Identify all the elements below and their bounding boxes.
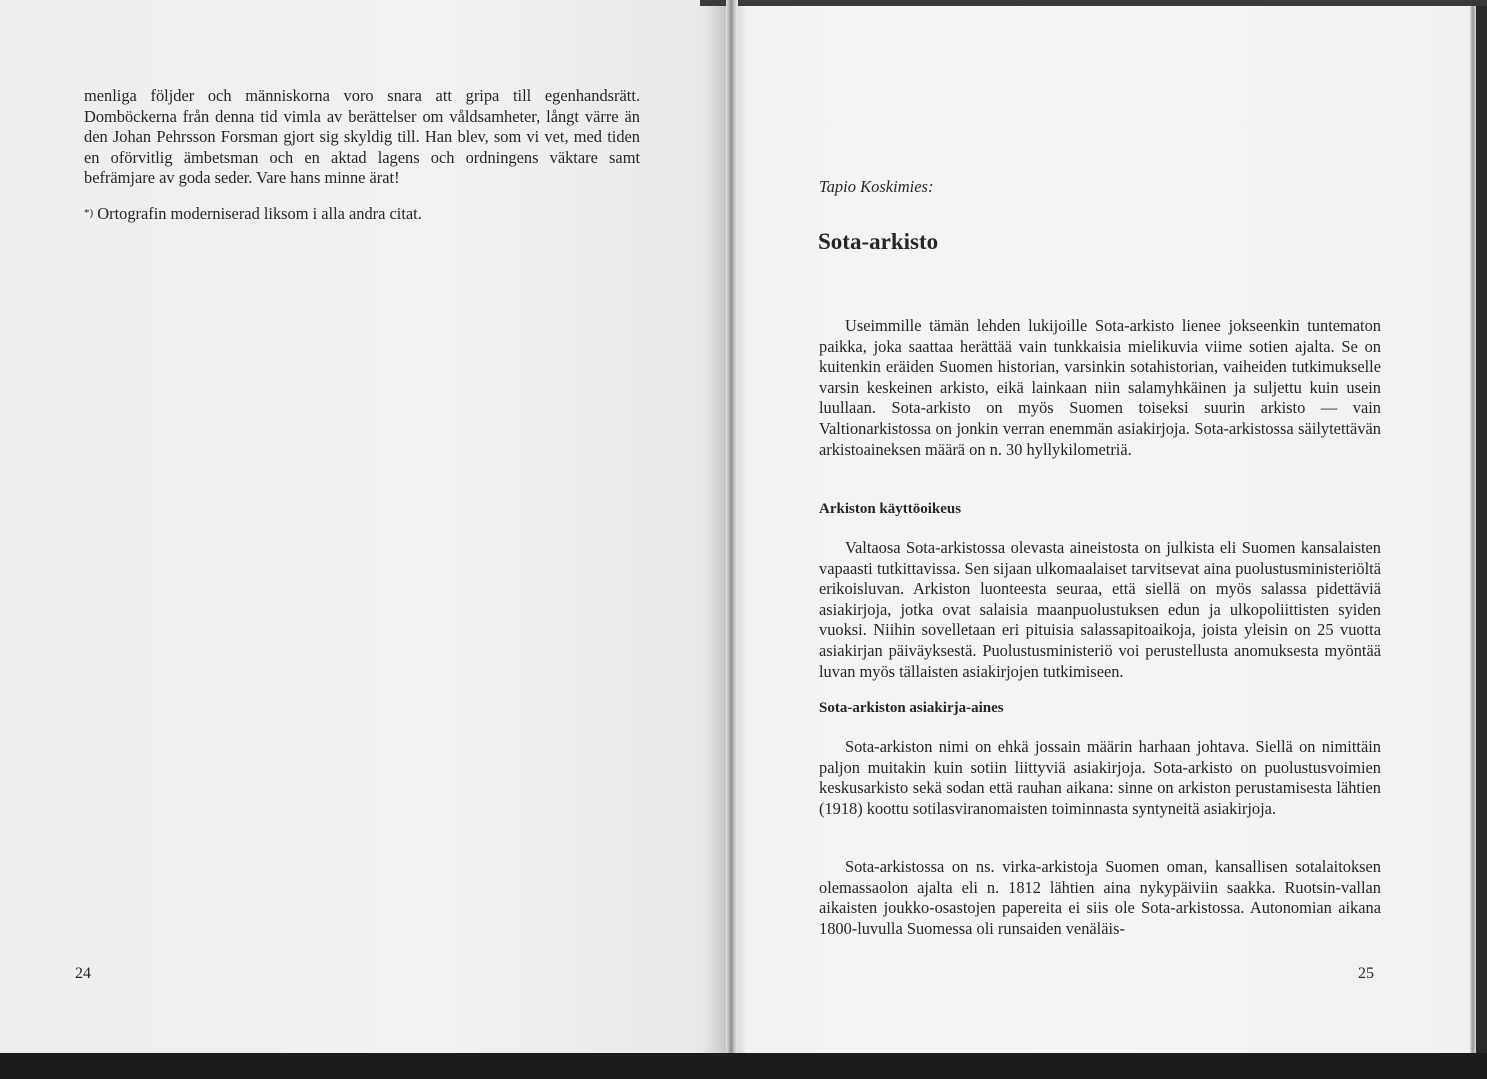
section-heading: Sota-arkiston asiakirja-aines	[819, 700, 1004, 716]
page-stack-edge	[1470, 6, 1476, 1060]
left-page-paragraph: menliga följder och människorna voro snara att gripa till egenhandsrätt. Domböckerna från denna tid vimla av berättelser om våldsamheter, långt värre än den Johan Pehrsson Forsman gjort sig skyldig till. Han blev, som vi vet, med tiden en oförvitlig ämbetsman och en aktad lagens och ordningens väktare samt befrämjare av goda seder. Vare hans minne ärat!	[84, 86, 640, 188]
footnote-text: Ortografin moderniserad liksom i alla andra citat.	[97, 204, 422, 223]
article-title: Sota-arkisto	[818, 229, 939, 254]
book-gutter	[726, 0, 738, 1053]
footnote	[84, 204, 422, 224]
intro-paragraph: Useimmille tämän lehden lukijoille Sota-arkisto lienee jokseenkin tuntematon paikka, joka saattaa herättää vain tunkkaisia mielikuvia viime sotien ajalta. Se on kuitenkin eräiden Suomen historian, varsinkin sotahistorian, vaiheiden tutkimukselle varsin keskeinen arkisto, eikä lainkaan niin salamyhkäinen ja suljettu kuin usein luullaan. Sota-arkisto on myös Suomen toiseksi suurin arkisto — vain Valtionarkistossa on jonkin verran enemmän asiakirjoja. Sota-arkistossa säilytettävän arkistoaineksen määrä on n. 30 hyllykilometriä.	[819, 316, 1381, 459]
background-edge-top	[700, 0, 1487, 6]
section-paragraph: Sota-arkistossa on ns. virka-arkistoja Suomen oman, kansallisen sotalaitoksen olemassaolon ajalta eli n. 1812 lähtien aina nykypäiviin saakka. Ruotsin-vallan aikaisten joukko-osastojen papereita ei siis ole Sota-arkistossa. Autonomian aikana 1800-luvulla Suomessa oli runsaiden venäläis-	[819, 857, 1381, 938]
page-number-left: 24	[75, 965, 91, 982]
section-heading: Arkiston käyttöoikeus	[819, 501, 962, 517]
footnote-marker: *)	[84, 207, 94, 219]
section-paragraph: Sota-arkiston nimi on ehkä jossain määrin harhaan johtava. Siellä on nimittäin paljon muitakin kuin sotiin liittyviä asiakirjoja. Sota-arkisto on puolustusvoimien keskusarkisto sekä sodan että rauhan aikana: sinne on arkiston perustamisesta lähtien (1918) koottu sotilasviranomaisten toiminnasta syntyneitä asiakirjoja.	[819, 737, 1381, 818]
background-edge-bottom	[0, 1053, 1487, 1079]
article-author: Tapio Koskimies:	[819, 177, 934, 196]
page-number-right: 25	[1358, 965, 1374, 982]
section-paragraph: Valtaosa Sota-arkistossa olevasta aineistosta on julkista eli Suomen kansalaisten vapaasti tutkittavissa. Sen sijaan ulkomaalaiset tarvitsevat aina puolustusministeriöltä erikoisluvan. Arkiston luonteesta seuraa, että siellä on myös salassa pidettäviä asiakirjoja, jotka ovat salaisia maanpuolustuksen edun ja ulkopoliittisten syiden vuoksi. Niihin sovelletaan eri pituisia salassapitoaikoja, joista yleisin on 25 vuotta asiakirjan päiväyksestä. Puolustusministeriö voi perustellusta anomuksesta myöntää luvan myös tällaisten asiakirjojen tutkimiseen.	[819, 538, 1381, 681]
